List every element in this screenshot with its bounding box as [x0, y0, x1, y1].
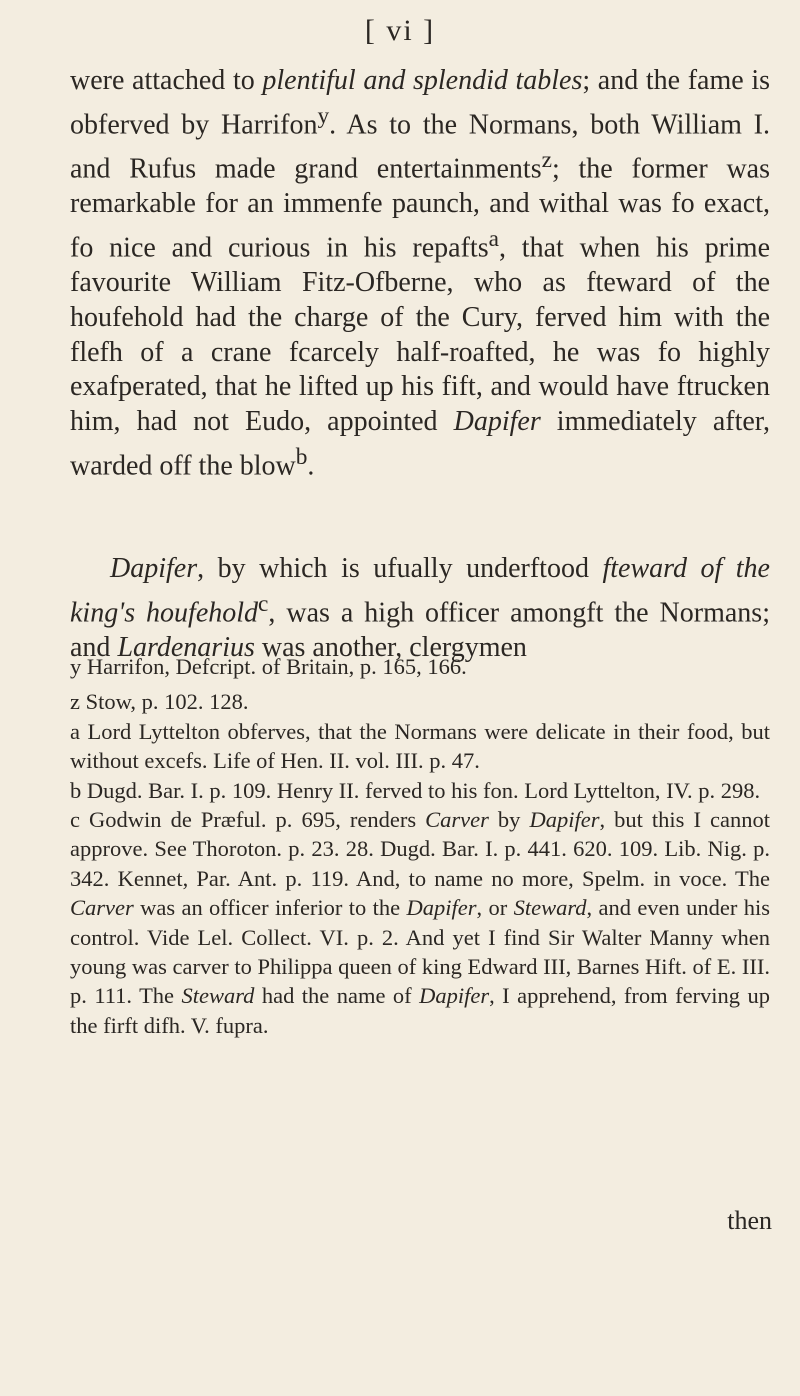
- footnote-z: z Stow, p. 102. 128.: [70, 689, 249, 715]
- footnotes: [70, 652, 770, 1040]
- footnote-y: y Harrifon, Defcript. of Britain, p. 165, 166.: [70, 654, 467, 679]
- note-ref-a: a: [488, 225, 499, 252]
- catchword: then: [727, 1206, 772, 1235]
- page-number: [ vi ]: [364, 14, 436, 47]
- note-ref-c: c: [258, 590, 269, 617]
- footnote-b: b Dugd. Bar. I. p. 109. Henry II. ferved to his fon. Lord Lyttelton, IV. p. 298.: [70, 777, 761, 803]
- note-ref-y: y: [317, 102, 330, 129]
- paragraph-1: were attached to plentiful and splendid tables; and the fame is obferved by Harrifon$^y$. As to the Normans, both William I. and Rufus made grand entertainments$^z$; the former was remarkable for an immenfe paunch, and withal was fo exact, fo nice and curious in his repafts$^a$, that when his prime favourite William Fitz-Ofberne, who as fteward of the houfehold had the charge of the Cury, ferved him with the flefh of a crane fcarcely half-roafted, he was fo highly exafperated, that he lifted up his fift, and would have ftrucken him, had not Eudo, appointed Dapifer immediately after, warded off the blow$^b$.: [70, 65, 771, 482]
- paragraph-2: Dapifer, by which is ufually underftood fteward of the king's houfehold$^c$, was a high officer amongft the Normans; and Lardenarius was another, clergymen: [70, 553, 770, 663]
- note-ref-b: b: [295, 443, 308, 470]
- note-ref-z: z: [541, 146, 552, 173]
- footnote-c: c Godwin de Præful. p. 695, renders Carver by Dapifer, but this I cannot approve. See Thoroton. p. 23. 28. Dugd. Bar. I. p. 441. 620. 109. Lib. Nig. p. 342. Kennet, Par. Ant. p. 119. And, to name no more, Spelm. in voce. The Carver was an officer inferior to the Dapifer, or Steward, and even under his control. Vide Lel. Collect. VI. p. 2. And yet I find Sir Walter Manny when young was carver to Philippa queen of king Edward III, Barnes Hift. of E. III. p. 111. The Steward had the name of Dapifer, I apprehend, from ferving up the firft difh. V. fupra.: [70, 807, 770, 1038]
- main-text: [70, 64, 770, 666]
- footnote-a: a Lord Lyttelton obferves, that the Normans were delicate in their food, but without excefs. Life of Hen. II. vol. III. p. 47.: [70, 718, 770, 774]
